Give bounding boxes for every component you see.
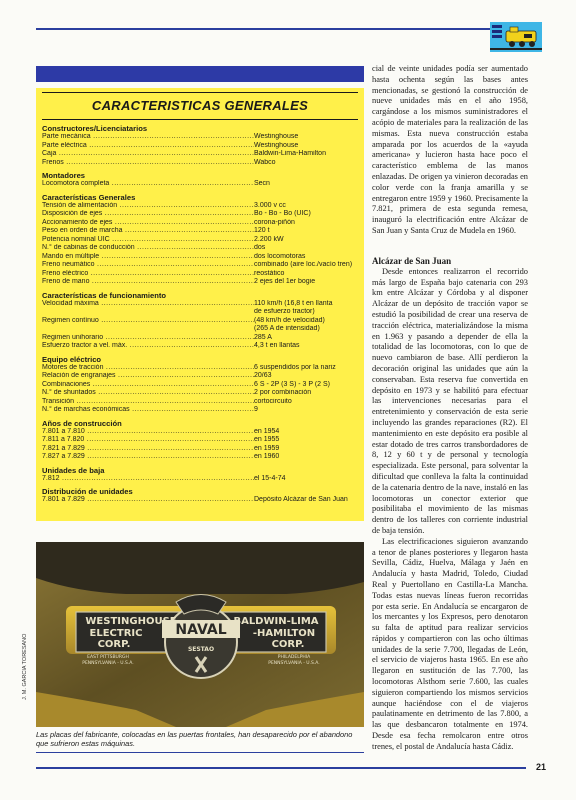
spec-value: Baldwin-Lima-Hamilton	[254, 150, 326, 157]
photo-credit: J. M. GARCIA TORESANO	[22, 633, 28, 701]
spec-value: 20/63	[254, 372, 272, 379]
spec-value: 4,3 t en llantas	[254, 342, 300, 349]
spec-section-heading: Años de construcción	[42, 418, 122, 428]
spec-section	[42, 419, 358, 462]
spec-value: 285 A	[254, 333, 272, 341]
spec-section-heading: Características de funcionamiento	[42, 290, 167, 300]
bottom-rule	[36, 767, 526, 769]
spec-value: en 1959	[254, 444, 280, 452]
spec-row	[42, 261, 358, 270]
spec-label: Caja .....	[42, 150, 254, 159]
plate-left-line-5: PENNSYLVANIA - U.S.A.	[82, 661, 134, 666]
spec-section	[42, 487, 358, 505]
spec-row	[42, 219, 358, 228]
spec-value: 3.000 v cc	[254, 201, 286, 209]
spec-row	[42, 389, 358, 398]
spec-row	[42, 436, 358, 445]
spec-label: Locomotora completa .....	[42, 180, 254, 189]
spec-value: dos locomotoras	[254, 252, 306, 260]
spec-value: Westinghouse	[254, 141, 299, 149]
spec-value: en 1960	[254, 453, 280, 460]
spec-value: 6 S - 2P (3 S) - 3 P (2 S)	[254, 380, 330, 388]
col1-paragraph: cial de veinte unidades podía ser aumentado hasta ochenta según las bases antes mencionadas, se gestionó la construcción de nueve unidades más en el año 1958, cargándose a los mismos suministradores el acópio de materiales para la realización de las mismas. Esta nueva construcción estaba amparada por los acuerdos de la «ayuda americana» y lucieron hasta hace poco el característico emblema de las manos enlazadas. De origen ya vinieron decoradas en color verde con la franja amarilla y se entregaron entre 1959 y 1960. Precisamente la 7.821, primera de esta segunda remesa, inauguró la electrificación entre Alcázar de San Juan y Santa Cruz de Mudela en 1960.	[372, 64, 528, 235]
spec-value: 6 suspendidos por la nariz	[254, 363, 336, 371]
spec-value: en 1954	[254, 427, 280, 435]
plate-center-line-1: NAVAL	[175, 622, 227, 638]
spec-value: 2.200 kW	[254, 235, 284, 243]
spec-row	[42, 372, 358, 381]
section-heading: Alcázar de San Juan	[372, 256, 452, 266]
spec-row	[42, 475, 358, 484]
spec-value: (265 A de intensidad)	[254, 325, 320, 332]
spec-row	[42, 202, 358, 211]
spec-value: combinado (aire loc./vacío tren)	[254, 261, 353, 268]
spec-label: 7.811 a 7.820 .....	[42, 436, 254, 445]
plate-left-line-4: EAST PITTSBURGH	[87, 655, 129, 660]
spec-value: 2 por combinación	[254, 389, 312, 396]
spec-label: 7.801 a 7.829 .....	[42, 496, 254, 505]
spec-row	[42, 364, 358, 373]
spec-value: Wabco	[254, 158, 276, 166]
plate-right-line-4: PHILADELPHIA	[277, 655, 311, 660]
specs-title: CARACTERISTICAS GENERALES	[42, 92, 358, 120]
spec-label: Freno de mano .....	[42, 278, 254, 287]
spec-row	[42, 180, 358, 189]
spec-label: Tensión de alimentación .....	[42, 202, 254, 211]
spec-label: Potencia nominal UIC .....	[42, 236, 254, 245]
spec-label: N.° de shuntados .....	[42, 389, 254, 398]
top-rule	[36, 28, 526, 30]
header-color-bar	[36, 66, 364, 82]
spec-label: Freno eléctrico .....	[42, 270, 254, 279]
spec-row	[42, 300, 358, 309]
spec-value: en 1955	[254, 436, 280, 443]
spec-row	[42, 317, 358, 326]
spec-section	[42, 171, 358, 189]
spec-label: Velocidad máxima .....	[42, 300, 254, 309]
spec-row	[42, 210, 358, 219]
spec-section-heading: Montadores	[42, 171, 86, 180]
spec-value: Bo - Bo - Bo (UIC)	[254, 210, 311, 217]
plate-left-line-1: WESTINGHOUSE	[85, 616, 177, 627]
spec-label: Parte mecánica .....	[42, 133, 254, 142]
spec-section	[42, 124, 358, 167]
spec-label: Parte eléctrica .....	[42, 142, 254, 151]
spec-label: Accionamiento de ejes .....	[42, 219, 254, 228]
spec-value: corona-piñón	[254, 218, 295, 226]
spec-row	[42, 325, 358, 334]
spec-row	[42, 334, 358, 343]
article-column-1	[372, 64, 528, 237]
spec-row	[42, 342, 358, 351]
spec-row	[42, 428, 358, 437]
spec-row	[42, 278, 358, 287]
spec-value: 9	[254, 406, 258, 413]
spec-value: dos	[254, 244, 266, 251]
spec-row	[42, 133, 358, 142]
spec-row	[42, 381, 358, 390]
plate-left-line-3: CORP.	[97, 639, 131, 650]
spec-row	[42, 150, 358, 159]
spec-value: cortocircuito	[254, 397, 292, 405]
spec-value: Secn	[254, 180, 270, 187]
spec-label: N.° de cabinas de conducción .....	[42, 244, 254, 253]
railway-logo-icon	[490, 22, 542, 52]
spec-row	[42, 496, 358, 505]
spec-section	[42, 193, 358, 287]
spec-label: Peso en orden de marcha .....	[42, 227, 254, 236]
page-number: 21	[536, 762, 547, 772]
spec-section	[42, 355, 358, 415]
spec-label: Relación de engranajes .....	[42, 372, 254, 381]
spec-row	[42, 142, 358, 151]
plate-right-line-1: BALDWIN-LIMA	[233, 616, 319, 627]
spec-row	[42, 227, 358, 236]
plate-left-line-2: ELECTRIC	[89, 628, 143, 639]
specs-box	[36, 88, 364, 521]
spec-value: de esfuerzo tractor)	[254, 308, 315, 315]
spec-section-heading: Constructores/Licenciatarios	[42, 124, 148, 133]
plate-right-line-3: CORP.	[271, 639, 305, 650]
spec-row	[42, 398, 358, 407]
spec-section-heading: Características Generales	[42, 192, 136, 202]
spec-section-heading: Unidades de baja	[42, 465, 105, 475]
spec-row	[42, 253, 358, 262]
spec-label: Combinaciones .....	[42, 381, 254, 390]
specs-sections	[42, 124, 358, 505]
col2-paragraph-1: Desde entonces realizarron el recorrido más largo de España bajo catenaria con 293 km entre Alcázar y Córdoba y al disponer Alcázar de un depósito de tracción vapor se estudió la posibilidad de crear una reserva de tracción eléctrica, materializándose la misma en 1.963 y pasando a depender de ella la totalidad de las locomotoras, con lo que de nuevo cambiaron de base. Allí perdieron la decoración original las unidades que aún la conservaban. Esta reserva fue convertida en depósito en 1973 y se habilitó para efectuar las intervenciones necesarias para el entretenimiento y conservación de esta serie incluyendo las grandes reparaciones (R2). El mantenimiento en este depósito era posible al estar dotado de tres carros transbordadores de 8, 12 y 60 t y de personal y tecnología especializada. Este personal, para solventar la dificultad que conlleva la falta la continuidad de la catenaria dentro de la nave, instaló en las locomotoras un conector exterior que posibilitaba el movimiento de las mismas dentro de los talleres con corriente industrial de baja tensión.	[372, 266, 528, 535]
spec-label: 7.801 a 7.810 .....	[42, 428, 254, 437]
spec-row	[42, 445, 358, 454]
spec-label: 7.827 a 7.829 .....	[42, 453, 254, 462]
spec-label: Frenos .....	[42, 159, 254, 168]
plate-right-line-2: -HAMILTON	[252, 628, 316, 639]
spec-label: Regimen contínuo .....	[42, 317, 254, 326]
spec-label: 7.812 .....	[42, 475, 254, 484]
spec-row	[42, 159, 358, 168]
spec-value: reostático	[254, 269, 285, 277]
spec-label: Regimen unihorario .....	[42, 334, 254, 343]
spec-value: Depósito Alcázar de San Juan	[254, 496, 348, 503]
plate-right-line-5: PENNSYLVANIA - U.S.A.	[268, 661, 320, 666]
spec-value: 2 ejes del 1er bogie	[254, 278, 316, 285]
spec-value: Westinghouse	[254, 133, 299, 140]
spec-label: Mando en múltiple .....	[42, 253, 254, 262]
spec-label: Esfuerzo tractor a vel. máx. .....	[42, 342, 254, 351]
spec-row	[42, 236, 358, 245]
manufacturer-plate-photo	[36, 542, 364, 727]
spec-section	[42, 466, 358, 484]
spec-row	[42, 308, 358, 317]
spec-value: 120 t	[254, 227, 270, 234]
spec-label: Freno neumático .....	[42, 261, 254, 270]
spec-row	[42, 453, 358, 462]
spec-value: (48 km/h de velocidad)	[254, 316, 325, 324]
spec-row	[42, 244, 358, 253]
spec-row	[42, 270, 358, 279]
spec-section-heading: Distribución de unidades	[42, 487, 133, 496]
spec-row	[42, 406, 358, 415]
spec-label: Disposición de ejes .....	[42, 210, 254, 219]
spec-label: N.° de marchas económicas .....	[42, 406, 254, 415]
spec-section-heading: Equipo eléctrico	[42, 354, 102, 364]
article-column-2	[372, 256, 528, 753]
spec-label: 7.821 a 7.829 .....	[42, 445, 254, 454]
spec-section	[42, 291, 358, 351]
photo-caption: Las placas del fabricante, colocadas en las puertas frontales, han desaparecido por el abandono que sufrieron estas máquinas.	[36, 730, 364, 753]
spec-value: 110 km/h (16,8 t en llanta	[254, 299, 333, 307]
spec-value: el 15-4-74	[254, 474, 286, 482]
spec-label: Motores de tracción .....	[42, 364, 254, 373]
col2-paragraph-2: Las electrificaciones siguieron avanzando a tenor de planes posteriores y llegaron hasta Sevilla, Cádiz, Huelva, Málaga y Jaén en Andalucía y hasta Madrid, Toledo, Ciudad Real y Puertollano en Castilla-La Mancha. Todas estas nuevas líneas fueron recorridas por esta serie. En Andalucía se encargaron de los mercantes y los Expresos, pero denotaron su falta de aptitud para realizar servicios rápidos y compartieron con las ocho últimas unidades de la serie 7.700, llegadas de León, el servicio de viajeros hasta 1965. En ese año llegaron en sustitución de las 7.700, las locomotoras Alsthom serie 7.600, las cuales siguieron compartiendo los mismos servicios aunque haciéndose con el de viajeros paulatinamente en detrimento de las 7.800, a las que desbancaron totalmente en 1974. Desde esa fecha remolcaron entre otros trenes, el postal de Andalucía hasta Cádiz.	[372, 536, 528, 751]
spec-label: Transición .....	[42, 398, 254, 407]
plate-center-line-2: SESTAO	[187, 646, 215, 653]
